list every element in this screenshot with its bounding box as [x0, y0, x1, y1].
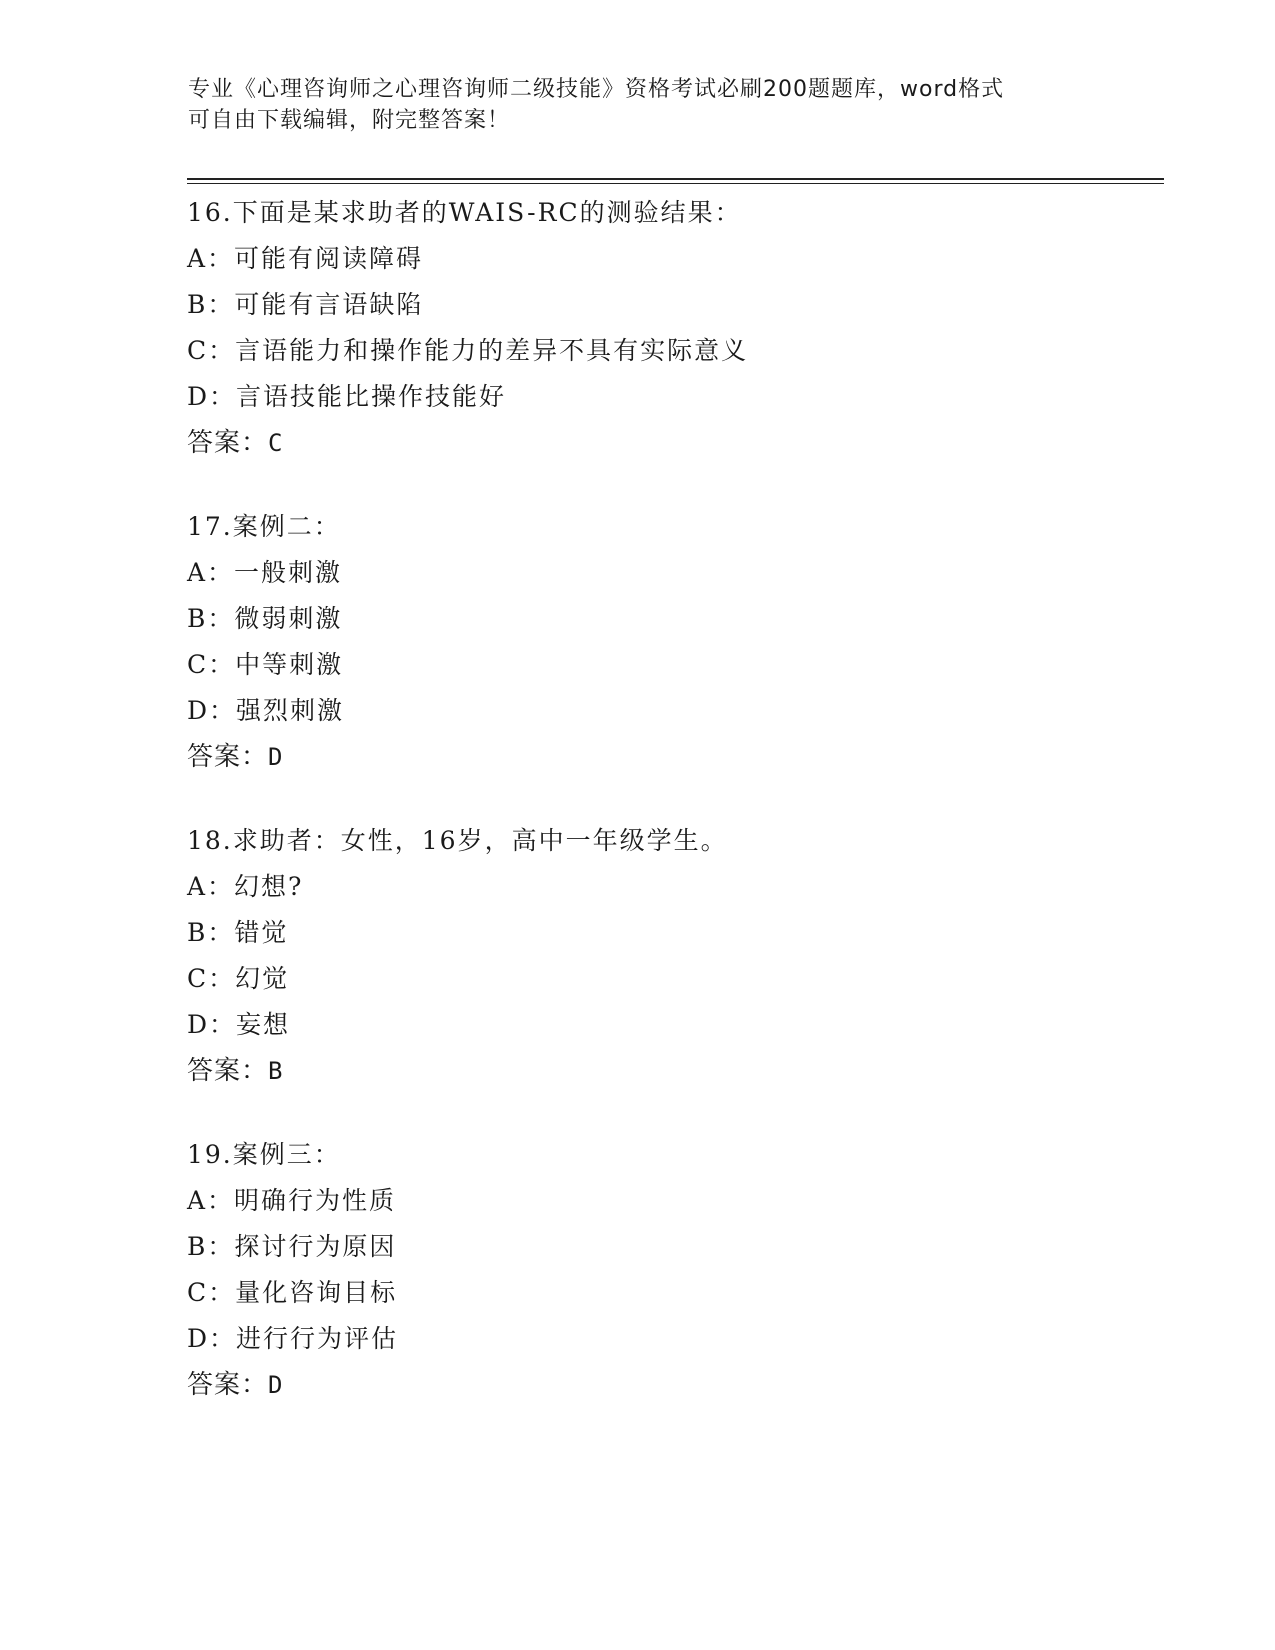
option-d: D：强烈刺激: [187, 696, 345, 725]
option-d: D：言语技能比操作技能好: [187, 382, 507, 411]
option-c: C：中等刺激: [187, 650, 344, 679]
question-stem: 19.案例三：: [187, 1140, 341, 1169]
header-title-line-2: 可自由下载编辑，附完整答案！: [188, 108, 511, 133]
question-19: [187, 1132, 1167, 1408]
header-title-line-1: 专业《心理咨询师之心理咨询师二级技能》资格考试必刷200题题库，word格式: [188, 77, 1005, 102]
question-list: [187, 190, 1167, 1446]
question-18: [187, 818, 1167, 1094]
answer-line: [187, 734, 1167, 780]
question-17: [187, 504, 1167, 780]
answer-value: C: [268, 429, 284, 457]
answer-line: [187, 1362, 1167, 1408]
question-stem: 16.下面是某求助者的WAIS-RC的测验结果：: [187, 198, 742, 227]
option-c: C：量化咨询目标: [187, 1278, 398, 1307]
answer-value: D: [268, 1371, 284, 1399]
document-header: [188, 74, 1108, 136]
option-a: A：幻想?: [187, 872, 304, 901]
question-stem: 17.案例二：: [187, 512, 341, 541]
answer-value: B: [268, 1057, 284, 1085]
option-b: B：微弱刺激: [187, 604, 343, 633]
header-divider: [187, 178, 1164, 180]
answer-label: 答案：: [187, 1370, 269, 1400]
option-a: A：可能有阅读障碍: [187, 244, 424, 273]
answer-label: 答案：: [187, 742, 269, 772]
option-c: C：幻觉: [187, 964, 290, 993]
option-b: B：错觉: [187, 918, 289, 947]
answer-line: [187, 1048, 1167, 1094]
answer-label: 答案：: [187, 1056, 269, 1086]
option-d: D：妄想: [187, 1010, 291, 1039]
question-stem: 18.求助者：女性，16岁，高中一年级学生。: [187, 826, 728, 855]
answer-label: 答案：: [187, 428, 269, 458]
answer-value: D: [268, 743, 284, 771]
answer-line: [187, 420, 1167, 466]
option-a: A：一般刺激: [187, 558, 343, 587]
option-c: C：言语能力和操作能力的差异不具有实际意义: [187, 336, 749, 365]
option-b: B：可能有言语缺陷: [187, 290, 424, 319]
question-16: [187, 190, 1167, 466]
header-divider-thin: [187, 183, 1164, 184]
option-b: B：探讨行为原因: [187, 1232, 397, 1261]
option-d: D：进行行为评估: [187, 1324, 399, 1353]
option-a: A：明确行为性质: [187, 1186, 397, 1215]
